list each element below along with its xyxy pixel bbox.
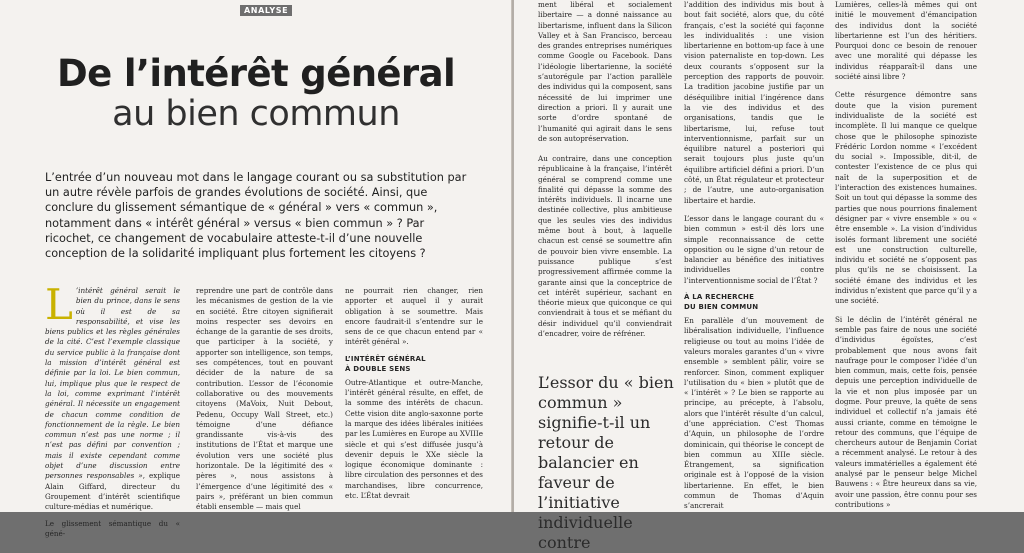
pull-quote: L’essor du « bien commun » signifie-t-il un retour de balancier en faveur de l’initiative individuelle contre: [538, 373, 674, 552]
subheading: [684, 292, 824, 312]
paragraph: L’essor dans le langage courant du « bien commun » est-il dès lors une simple reconnaissance de cette opposition ou le signe d’un retour de balancier au bénéfice des initiatives individuelles contre l’interventionnisme social de l’État ?: [684, 213, 824, 285]
right-column-3: [835, 0, 977, 510]
attribution-text: , explique Alain Giffard, directeur du Groupement d’intérêt scientifique culture-médias et numérique.: [45, 471, 180, 512]
paragraph: Cette résurgence démontre sans doute que la vision purement individualiste de la société est incomplète. Il lui manque ce quelque chose que le philosophe spinoziste Frédéric Lordon nomme « l’excédent du social ». Impossible, dit-il, de contester l’existence de ce plus qui naît de la superposition et de l’interaction des existences humaines. Soit un tout qui dépasse la somme des parties que nous pourrions finalement désigner par « vivre ensemble » ou « être ensemble ». La vision d’individus isolés formant librement une société est une construction culturelle, individu et société ne s’opposent pas plus qu’ils ne se choisissent. La société émane des individus et les individus n’existent que parce qu’il y a une société.: [835, 90, 977, 306]
section-tag: ANALYSE: [240, 5, 292, 16]
subheading-line-2: DU BIEN COMMUN: [684, 303, 759, 312]
paragraph: ne pourrait rien changer, rien apporter et auquel il y aurait obligation à se soumettre. Mais encore faudrait-il s’entendre sur le sens de ce que chacun entend par « intérêt général ».: [345, 286, 483, 347]
body-column-2: [196, 286, 333, 513]
subheading-line-1: L’INTÉRÊT GÉNÉRAL: [345, 354, 426, 363]
right-column-1-top: ment libéral et socialement libertaire — a donné naissance au libertarisme, influent dans la Silicon Valley et à San Francisco, berceau des grandes entreprises numériques comme Google ou Facebook. Dans l’idéologie libertarienne, la société s’autorégule par l’action parallèle des individus qui la composent, sans nécessité de lui imprimer une direction a priori. Il y aurait une sorte d’ordre spontané de l’humanité qui agirait dans le sens de son autopréservation.: [538, 0, 672, 143]
subheading: [345, 354, 483, 374]
paragraph: Outre-Atlantique et outre-Manche, l’intérêt général résulte, en effet, de la somme des intérêts de chacun. Cette vision dite anglo-saxonne porte la marque des idées libérales initiées par les Lumières en Europe au XVIIIe siècle et qui s’est diffusée jusqu’à devenir depuis le XXe siècle la logique économique dominante : libre circulation des personnes et des marchandises, libre concurrence, etc. L’État devrait: [345, 377, 483, 501]
quote-text: ’intérêt général serait le bien du prince, dans le sens où il est de sa responsabilité, et vise les biens publics et les règles générales de la cité. C’est l’exemple classique du service public à la française dont la mission d’intérêt général est définie par la loi. Le bien commun, lui, implique plus que le respect de la loi, comme exprimant l’intérêt général. Il nécessite un engagement de chacun comme condition de fonctionnement de la règle. Le bien commun n’est pas une norme ; il n’est pas défini par convention ; mais il existe cependant comme objet d’une discussion entre personnes responsables »: [45, 286, 180, 481]
left-page: [0, 0, 512, 538]
right-page: [514, 0, 1024, 552]
right-column-2: [684, 0, 824, 512]
right-column-1-middle: Au contraire, dans une conception républicaine à la française, l’intérêt général se comprend comme une finalité qui dépasse la somme des intérêts individuels. Il incarne une destinée collective, plus ambitieuse que les seules vies des individus même bout à bout, à laquelle chacun est censé se soumettre afin de pouvoir bien vivre ensemble. La puissance publique s’est progressivement affirmée comme la garante ainsi que la conceptrice de cet intérêt supérieur, sachant en théorie mieux que quiconque ce qui conviendrait à tous et se méfiant du désir individuel qu’il conviendrait d’encadrer, voire de réfréner.: [538, 154, 672, 339]
paragraph: En parallèle d’un mouvement de libéralisation individuelle, l’influence religieuse ou tout au moins l’idée de valeurs morales garantes d’un « vivre ensemble » semblent pâlir, voire se renforcer. Sinon, comment expliquer l’utilisation du « bien » plutôt que de « l’intérêt » ? Le bien se rapporte au principe, au précepte, à l’absolu, alors que l’intérêt résulte d’un calcul, d’une appréciation. C’est Thomas d’Aquin, un philosophe de l’ordre dominicain, qui théorise le concept de bien commun au XIIIe siècle. Étrangement, sa signification originale est à l’opposé de la vision libertarienne. En effet, le bien commun de Thomas d’Aquin s’ancrerait: [684, 316, 824, 511]
paragraph: Si le déclin de l’intérêt général ne semble pas faire de nous une société d’individus égoïstes, c’est probablement que nous avons fait naufrage pour le composer l’idée d’un bien commun, mais, cette fois, pensée depuis une perception individuelle de la vie et non plus imposée par un dogme. Pour preuve, la quête de sens individuel et collectif n’a jamais été aussi criante, comme en témoigne le retour des communs, que l’équipe de chercheurs autour de Benjamin Coriat a récemment analysé. Le retour à des valeurs immatérielles a également été analysé par le penseur belge Michel Bauwens : « Être heureux dans sa vie, avoir une passion, être connu pour ses contributions »: [835, 314, 977, 509]
paragraph: reprendre une part de contrôle dans les mécanismes de gestion de la vie en société. Être citoyen signifierait moins respecter ses devoirs en échange de la garantie de ses droits, que participer à la société, y apporter son intelligence, son temps, ses compétences, tout en pouvant décider de la nature de sa contribution. L’essor de l’économie collaborative ou des mouvements citoyens (MaVoix, Nuit Debout, Pedenu, Occupy Wall Street, etc.) témoigne d’une défiance grandissante vis-à-vis des institutions de l’État et marque une évolution vers une société plus horizontale. De la légitimité des « pères », nous assistons à l’émergence d’une légitimité des « pairs », préférant un bien commun établi ensemble — mais quel: [196, 286, 333, 512]
body-column-3: [345, 286, 483, 501]
paragraph: l’addition des individus mis bout à bout fait société, alors que, du côté français, c’est la société qui façonne les individualités : une vision libertarienne en bottom-up face à une vision paternaliste en top-down. Les deux courants s’opposent sur la perception des rapports de pouvoir. La tradition jacobine justifie par un déséquilibre initial l’ingérence dans la vie des individus et des organisations, tandis que le libertarisme, lui, refuse tout interventionnisme, parfait sur un équilibre naturel a posteriori qui serait toujours plus juste qu’un équilibre artificiel défini a priori. D’un côté, un État régulateur et protecteur ; de l’autre, une auto-organisation libertaire et hardie.: [684, 0, 824, 205]
lead-paragraph: L’entrée d’un nouveau mot dans le langage courant ou sa substitution par un autre révèle parfois de grandes évolutions de société. Ainsi, que conclure du glissement sémantique de « général » vers « commun », notamment dans « intérêt général » versus « bien commun » ? Par ricochet, ce changement de vocabulaire atteste-t-il d’une nouvelle conception de la solidarité impliquant plus fortement les citoyens ?: [45, 171, 467, 261]
drop-cap: L: [45, 280, 73, 329]
title-line-1: De l’intérêt général: [56, 52, 456, 95]
subheading-line-2: À DOUBLE SENS: [345, 364, 411, 373]
body-column-1: [45, 280, 180, 539]
paragraph: Lumières, celles-là mêmes qui ont initié le mouvement d’émancipation des individus dont la société libertarienne est l’un des héritiers. Pourquoi donc ce besoin de renouer avec une moralité qui dépasse les individus réapparaît-il dans une société ainsi libre ?: [835, 0, 977, 82]
subheading-line-1: À LA RECHERCHE: [684, 293, 755, 302]
title-line-2: au bien commun: [112, 94, 400, 134]
paragraph: Le glissement sémantique du « géné-: [45, 518, 180, 538]
